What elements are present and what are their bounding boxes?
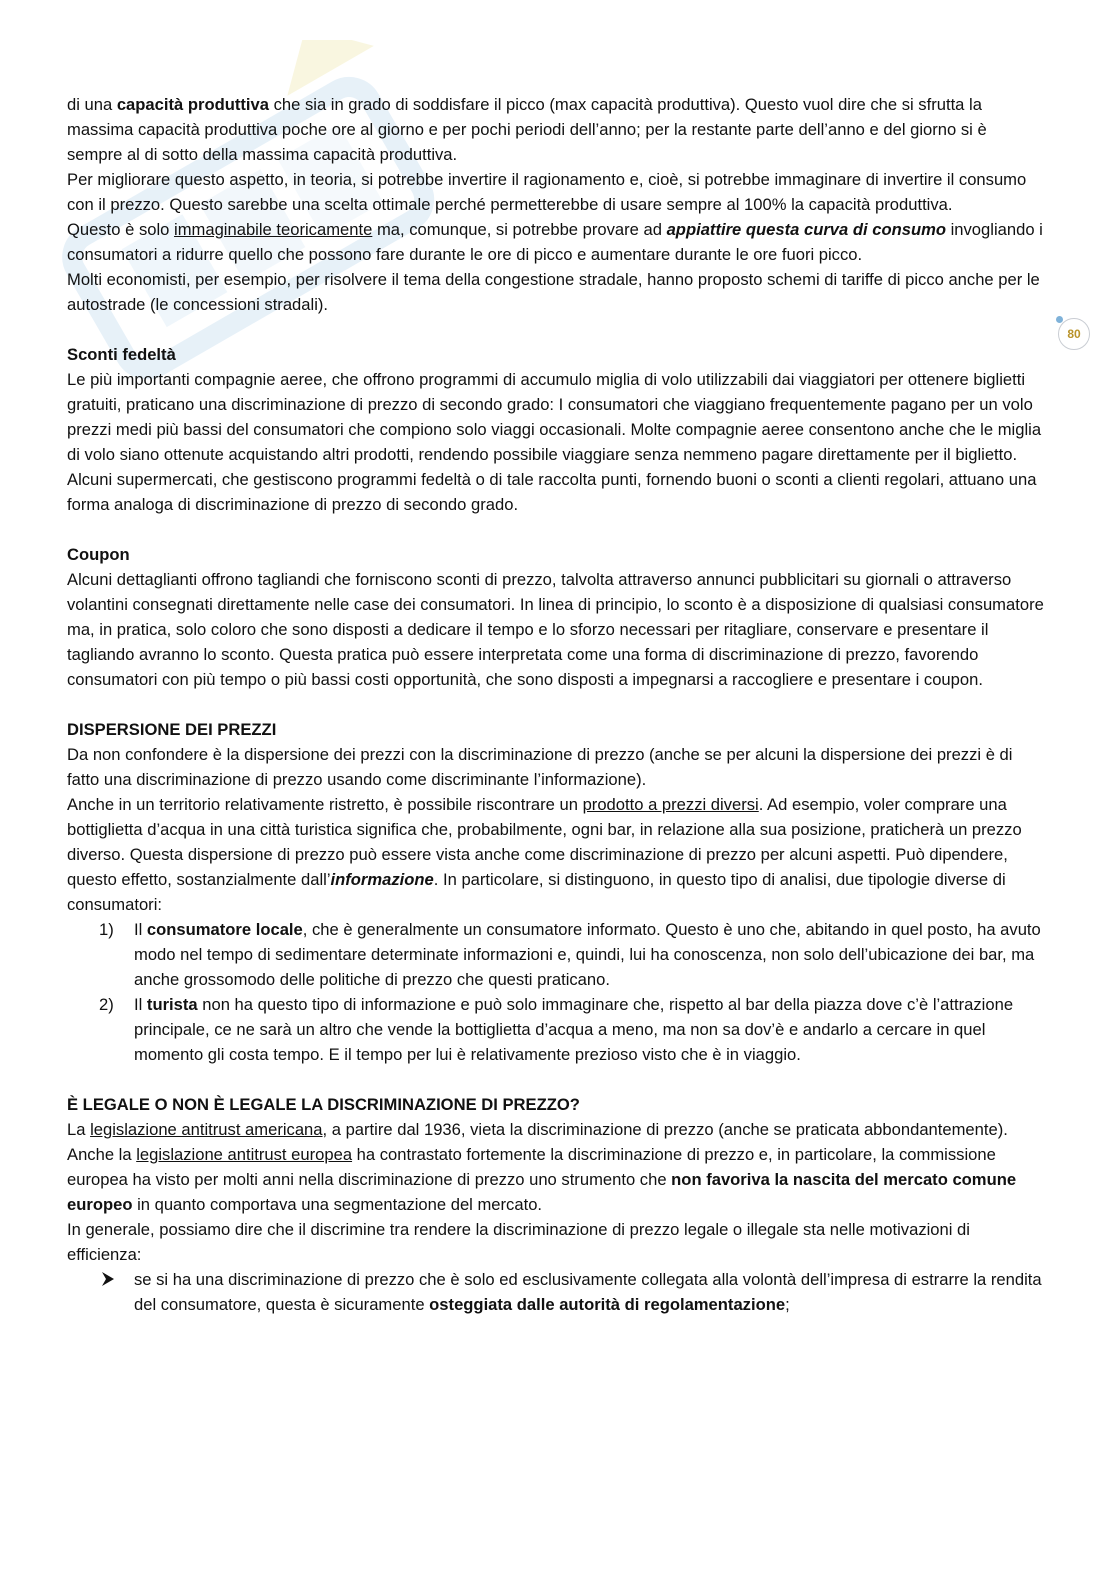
document-body	[67, 92, 1045, 1317]
intro-paragraph-4: Molti economisti, per esempio, per risolvere il tema della congestione stradale, hanno proposto schemi di tariffe di picco anche per le autostrade (le concessioni stradali).	[67, 270, 1040, 314]
intro-paragraph-3: Questo è solo immaginabile teoricamente ma, comunque, si potrebbe provare ad appiattire questa curva di consumo invogliando i consumatori a ridurre quello che possono fare durante le ore di picco e aumentare durante le ore fuori picco.	[67, 220, 1043, 264]
page-number: 80	[1067, 327, 1081, 341]
list-item: 2) Il turista non ha questo tipo di informazione e può solo immaginare che, rispetto al bar della piazza dove c’è l’attrazione principale, ce ne sarà un altro che vende la bottiglietta d’acqua a meno, ma non sa dov’è e andarlo a cercare in quel momento gli costa tempo. E il tempo per lui è relativamente prezioso visto che è in viaggio.	[99, 995, 1014, 1064]
intro-paragraph-1: di una capacità produttiva che sia in grado di soddisfare il picco (max capacità produttiva). Questo vuol dire che si sfrutta la massima capacità produttiva poche ore al giorno e per pochi periodi dell’anno; per la restante parte dell’anno e del giorno si è sempre al di sotto della massima capacità produttiva.	[67, 95, 987, 164]
fedelta-paragraph: Le più importanti compagnie aeree, che offrono programmi di accumulo miglia di volo utilizzabili dai viaggiatori per ottenere biglietti gratuiti, praticano una discriminazione di prezzo di secondo grado: I consumatori che viaggiano frequentemente pagano per un volo prezzi medi più bassi del consumatori che compiono solo viaggi occasionali. Molte compagnie aeree consentono anche che le miglia di volo siano ottenute acquistando altri prodotti, rendendo possibile viaggiare senza nemmeno pagare direttamente per il biglietto. Alcuni supermercati, che gestiscono programmi fedeltà o di tale raccolta punti, fornendo buoni o sconti a clienti regolari, attuano una forma analoga di discriminazione di prezzo di secondo grado.	[67, 370, 1042, 514]
heading-coupon: Coupon	[67, 545, 130, 564]
consumer-types-list	[67, 917, 1045, 1067]
coupon-paragraph: Alcuni dettaglianti offrono tagliandi che forniscono sconti di prezzo, talvolta attraverso annunci pubblicitari su giornali o attraverso volantini consegnati direttamente nelle case dei consumatori. In linea di principio, lo sconto è a disposizione di qualsiasi consumatore ma, in pratica, solo coloro che sono disposti a dedicare il tempo e lo sforzo necessari per ritagliare, conservare e presentare il tagliando avranno lo sconto. Questa pratica può essere interpretata come una forma di discriminazione di prezzo, favorendo consumatori con più tempo o più bassi costi opportunità, che sono disposti a impegnarsi a raccogliere e presentare i coupon.	[67, 570, 1044, 689]
dispersione-paragraph-2: Anche in un territorio relativamente ristretto, è possibile riscontrare un prodotto a prezzi diversi. Ad esempio, voler comprare una bottiglietta d’acqua in una città turistica significa che, probabilmente, ogni bar, in relazione alla sua posizione, praticherà un prezzo diverso. Questa dispersione di prezzo può essere vista anche come discriminazione di prezzo per alcuni aspetti. Può dipendere, questo effetto, sostanzialmente dall’informazione. In particolare, si distinguono, in questo tipo di analisi, due tipologie diverse di consumatori:	[67, 795, 1022, 914]
legale-paragraph-2: In generale, possiamo dire che il discrimine tra rendere la discriminazione di prezzo legale o illegale sta nelle motivazioni di efficienza:	[67, 1220, 970, 1264]
heading-sconti-fedelta: Sconti fedeltà	[67, 345, 176, 364]
intro-paragraph-2: Per migliorare questo aspetto, in teoria, si potrebbe invertire il ragionamento e, cioè, si potrebbe immaginare di invertire il consumo con il prezzo. Questo sarebbe una scelta ottimale perché permetterebbe di usare sempre al 100% la capacità produttiva.	[67, 170, 1027, 214]
heading-legale: È LEGALE O NON È LEGALE LA DISCRIMINAZIONE DI PREZZO?	[67, 1095, 580, 1114]
arrow-bullet-icon	[101, 1271, 115, 1287]
efficiency-bullet-list	[67, 1267, 1045, 1317]
list-item: se si ha una discriminazione di prezzo che è solo ed esclusivamente collegata alla volontà dell’impresa di estrarre la rendita del consumatore, questa è sicuramente osteggiata dalle autorità di regolamentazione;	[134, 1267, 1045, 1317]
list-item: 1) Il consumatore locale, che è generalmente un consumatore informato. Questo è uno che, abitando in quel posto, ha avuto modo nel tempo di sedimentare determinate informazioni e, quindi, lui ha conoscenza, non solo dell’ubicazione dei bar, ma anche grossomodo delle politiche di prezzo che questi praticano.	[99, 920, 1041, 989]
dispersione-paragraph-1: Da non confondere è la dispersione dei prezzi con la discriminazione di prezzo (anche se per alcuni la dispersione dei prezzi è di fatto una discriminazione di prezzo usando come discriminante l’informazione).	[67, 745, 1013, 789]
heading-dispersione: DISPERSIONE DEI PREZZI	[67, 720, 277, 739]
page-number-badge	[1058, 318, 1090, 350]
legale-paragraph-1: La legislazione antitrust americana, a partire dal 1936, vieta la discriminazione di prezzo (anche se praticata abbondantemente). Anche la legislazione antitrust europea ha contrastato fortemente la discriminazione di prezzo e, in particolare, la commissione europea ha visto per molti anni nella discriminazione di prezzo uno strumento che non favoriva la nascita del mercato comune europeo in quanto comportava una segmentazione del mercato.	[67, 1120, 1017, 1214]
